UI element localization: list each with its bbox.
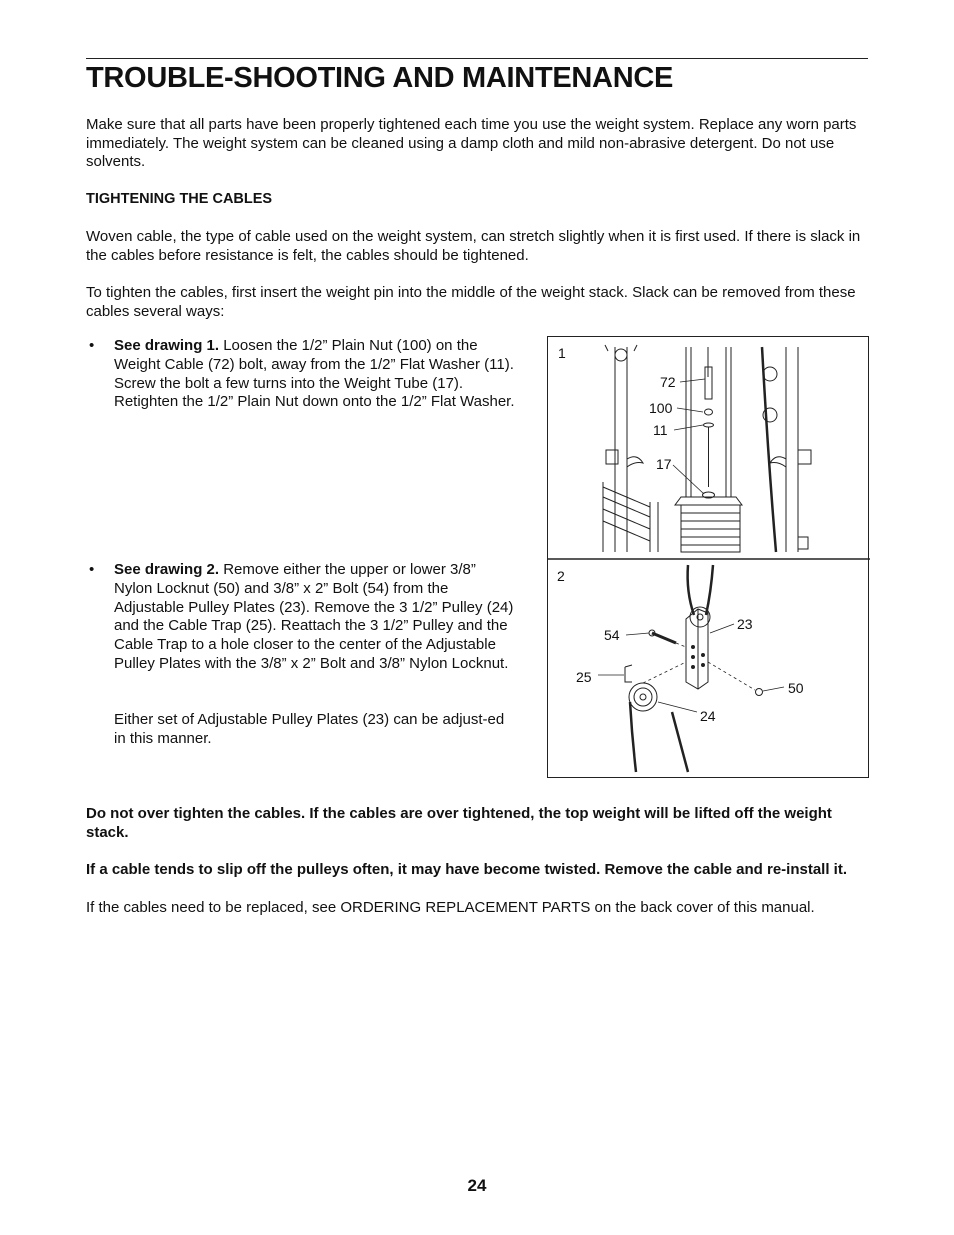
drawing-1-leaders (673, 379, 705, 494)
label-24: 24 (700, 708, 716, 724)
drawing-1-number: 1 (558, 345, 566, 361)
bullet-symbol: • (89, 337, 95, 354)
bullet-2-lead: See drawing 2. (114, 561, 220, 578)
bullet-1-text: Loosen the 1/2” Plain Nut (100) on the Weight Cable (72) bolt, away from the 1/2” Flat Washer (11). Screw the bolt a few turns into the Weight Tube (17). Retighten the 1/2” Plain Nut down onto the 1/2” Flat Washer. (114, 337, 515, 411)
assembly-figure (547, 336, 869, 778)
bullet-drawing-1 (86, 337, 516, 412)
drawing-2-pulley-assembly (625, 565, 763, 772)
page-number: 24 (467, 1176, 487, 1195)
adjustable-plates-note: Either set of Adjustable Pulley Plates (23) can be adjust-ed in this manner. (114, 711, 505, 747)
bullet-symbol: • (89, 561, 95, 578)
label-23: 23 (737, 616, 753, 632)
page-title: TROUBLE-SHOOTING AND MAINTENANCE (86, 62, 674, 94)
label-11: 11 (653, 422, 668, 438)
over-tighten-warning: Do not over tighten the cables. If the cables are over tightened, the top weight will be lifted off the weight stack. (86, 805, 832, 841)
label-50: 50 (788, 680, 804, 696)
intro-paragraph: Make sure that all parts have been properly tightened each time you use the weight system. Replace any worn parts immediately. The weight system can be cleaned using a damp cloth and mild non-abrasive detergent. Do not use solvents. (86, 116, 857, 171)
assembly-drawings (548, 337, 870, 779)
bullet-2-text: Remove either the upper or lower 3/8” Nylon Locknut (50) and 3/8” x 2” Bolt (54) from the Adjustable Pulley Plates (23). Remove the 3 1/2” Pulley (24) and the Cable Trap (25). Reattach the 3 1/2” Pulley and the Cable Trap to a hole closer to the center of the Adjustable Pulley Plates with the 3/8” x 2” Bolt and 3/8” Nylon Locknut. (114, 561, 514, 672)
bullet-1-lead: See drawing 1. (114, 337, 220, 354)
cable-stretch-paragraph: Woven cable, the type of cable used on the weight system, can stretch slightly when it is first used. If there is slack in the cables before resistance is felt, the cables should be tightened. (86, 228, 861, 264)
label-17: 17 (656, 456, 672, 472)
label-54: 54 (604, 627, 620, 643)
label-100: 100 (649, 400, 673, 416)
drawing-2-leaders (598, 624, 784, 712)
cable-slip-warning: If a cable tends to slip off the pulleys often, it may have become twisted. Remove the cable and re-install it. (86, 861, 848, 878)
label-72: 72 (660, 374, 676, 390)
section-heading: TIGHTENING THE CABLES (86, 191, 273, 207)
drawing-2-number: 2 (557, 568, 565, 584)
bullet-drawing-2 (86, 561, 516, 674)
tighten-intro-paragraph: To tighten the cables, first insert the weight pin into the middle of the weight stack. Slack can be removed from these cables several ways: (86, 284, 856, 320)
replacement-note: If the cables need to be replaced, see ORDERING REPLACEMENT PARTS on the back cover of this manual. (86, 899, 815, 916)
drawing-1-frame (603, 345, 811, 552)
drawing-2-assembly-lines (643, 643, 755, 690)
top-rule (86, 58, 868, 59)
label-25: 25 (576, 669, 592, 685)
